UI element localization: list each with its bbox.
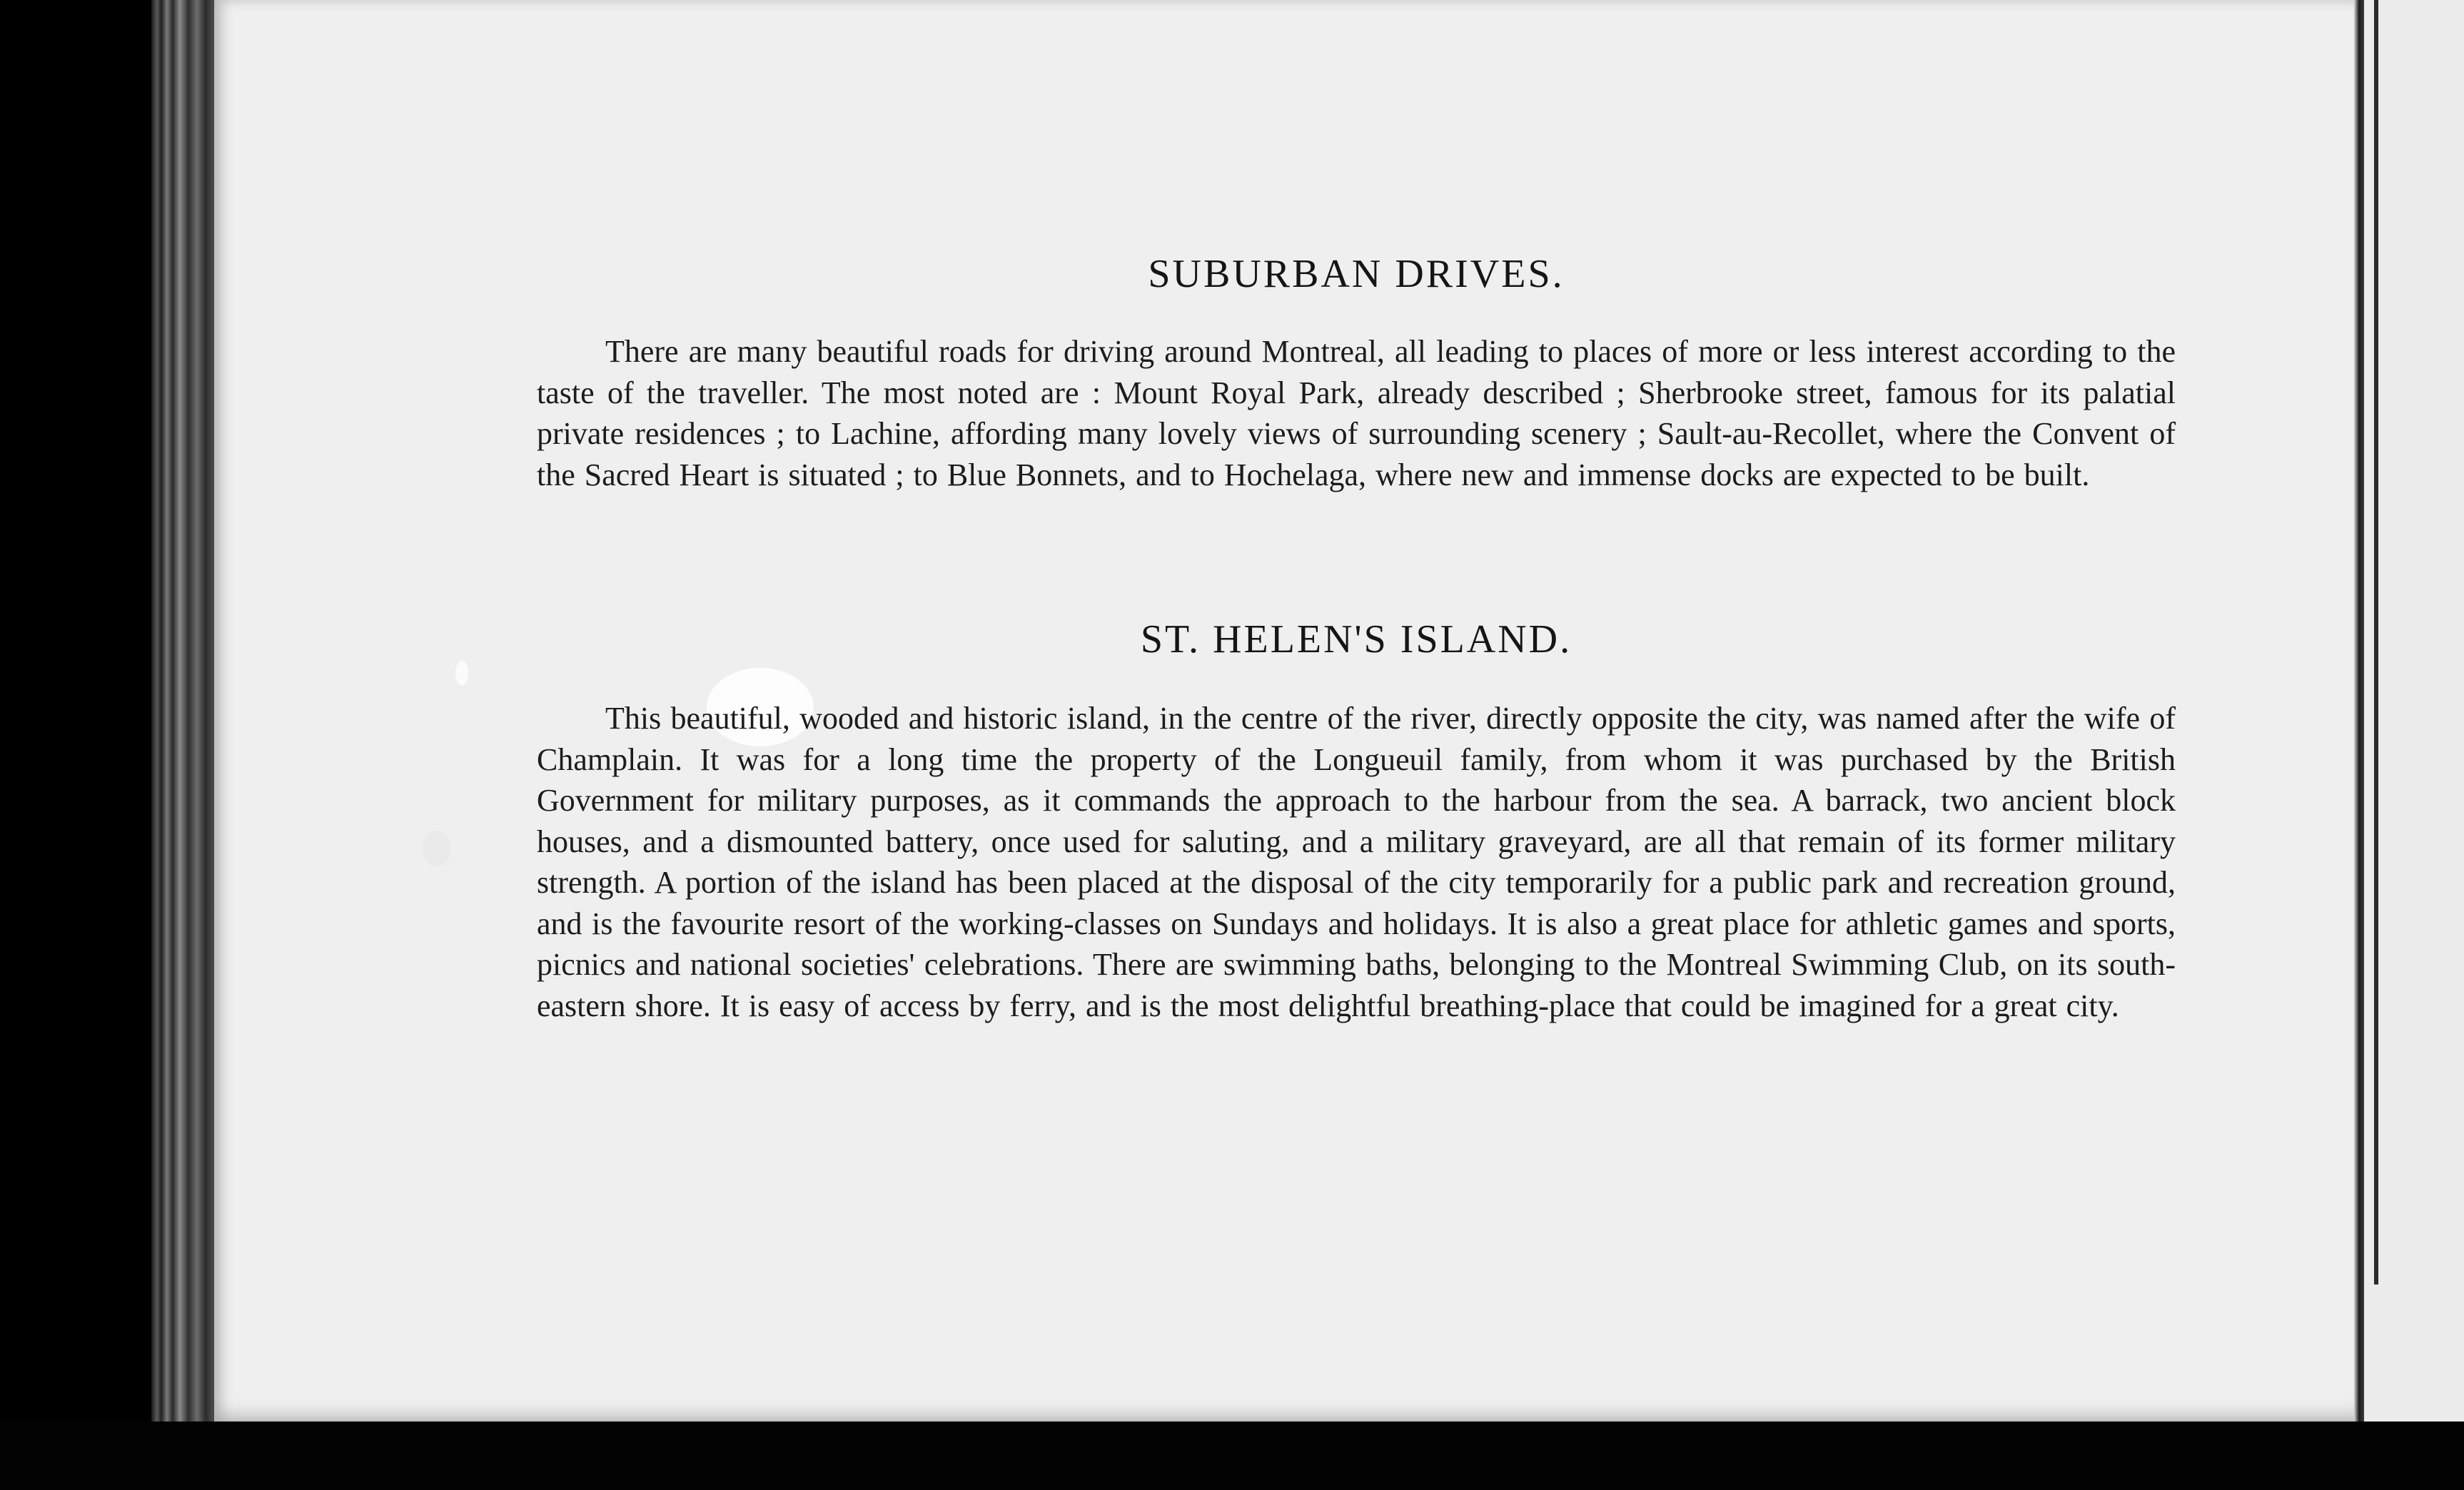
section-paragraph-st-helens-island: This beautiful, wooded and historic island, in the centre of the river, directly opposite the city, was named after the wife of Champlain. It was for a long time the property of the Longueuil family, from whom it was purchased by the British Government for military purposes, as it commands the approach to the harbour from the sea. A barrack, two ancient block houses, and a dismounted battery, once used for saluting, and a military graveyard, are all that remain of its former military strength. A portion of the island has been placed at the disposal of the city temporarily for a public park and recreation ground, and is the favourite resort of the working-classes on Sundays and holidays. It is also a great place for athletic games and sports, picnics and national societies' celebrations. There are swimming baths, belonging to the Montreal Swimming Club, on its south-eastern shore. It is easy of access by ferry, and is the most delightful breathing-place that could be imagined for a great city. [537, 701, 2176, 1023]
adjacent-page-edge [2374, 0, 2378, 1284]
page-right-edge [2354, 0, 2364, 1421]
adjacent-page [2364, 0, 2464, 1421]
paper-blemish [455, 661, 468, 685]
section-heading-st-helens-island: ST. HELEN'S ISLAND. [1140, 617, 1572, 662]
section-paragraph-suburban-drives: There are many beautiful roads for driving around Montreal, all leading to places of more or less interest according to the taste of the traveller. The most noted are : Mount Royal Park, already described ; Sherbrooke street, famous for its palatial private residences ; to Lachine, affording many lovely views of surrounding scenery ; Sault-au-Recollet, where the Convent of the Sacred Heart is situated ; to Blue Bonnets, and to Hochelaga, where new and immense docks are expected to be built. [537, 334, 2176, 492]
section-heading-suburban-drives: SUBURBAN DRIVES. [1148, 252, 1565, 296]
book-spine-edge [151, 0, 220, 1424]
paper-blemish [423, 831, 451, 866]
scan-bottom-shadow [0, 1421, 2464, 1490]
